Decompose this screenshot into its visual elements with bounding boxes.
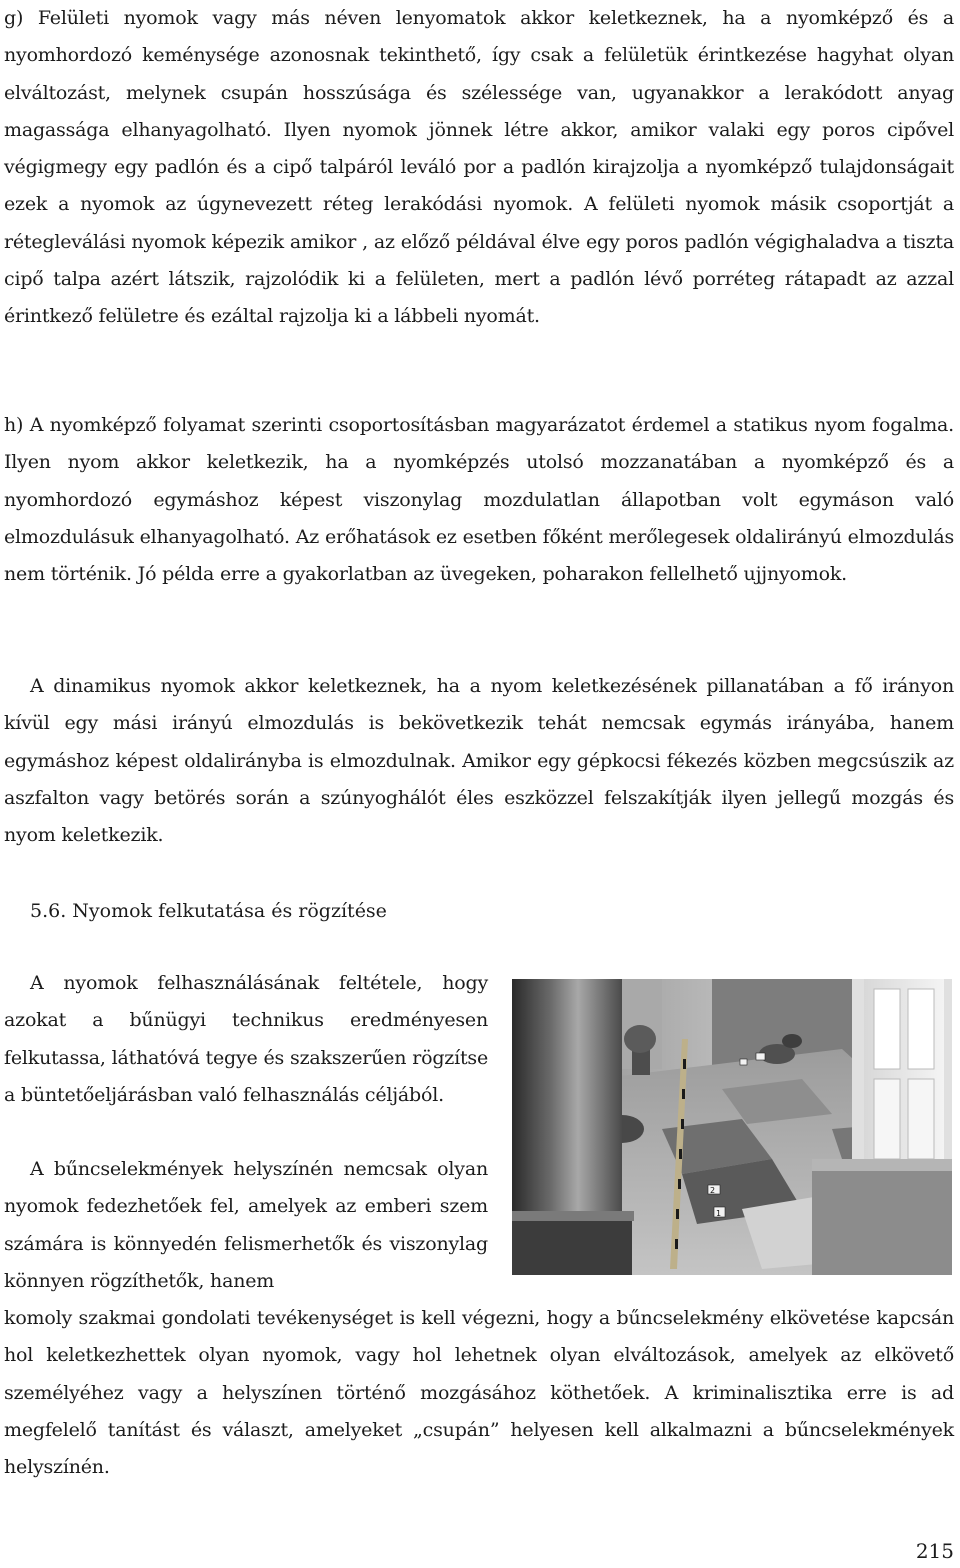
evidence-marker-1: 1: [716, 1209, 722, 1218]
paragraph-crime-scene-start: A bűncselekmények helyszínén nemcsak olyan nyomok fedezhetőek fel, amelyek az emberi szem számára is könnyedén felismerhetők és viszonylag könnyen rögzíthetők, hanem: [4, 1158, 488, 1292]
paragraph-dynamic-traces: A dinamikus nyomok akkor keletkeznek, ha a nyom keletkezésének pillanatában a fő irányon kívül egy mási irányú elmozdulás is bekövetkezik tehát nemcsak egymás irányába, hanem egymáshoz képest oldalirányba is elmozdulnak. Amikor egy gépkocsi fékezés közben megcsúszik az aszfalton vagy betörés során a szúnyoghálót éles eszközzel felszakítják ilyen jellegű mozgás és nyom keletkezik.: [4, 675, 954, 847]
paragraph-surface-traces: g) Felületi nyomok vagy más néven lenyomatok akkor keletkeznek, ha a nyomképző és a nyomhordozó keménysége azonosnak tekinthető, így csak a felületük érintkezése hagyhat olyan elváltozást, melynek csupán hosszúsága és szélessége van, ugyanakkor a lerakódott anyag magassága elhanyagolható. Ilyen nyomok jönnek létre akkor, amikor valaki egy poros cipővel végigmegy egy padlón és a cipő talpáról leváló por a padlón kirajzolja a nyomképző tulajdonságait ezek a nyomok az úgynevezett réteg lerakódási nyomok. A felületi nyomok másik csoportját a rétegleválási nyomok képezik amikor , az előző példával élve egy poros padlón végighaladva a tiszta cipő talpa azért látszik, rajzolódik ki a felületen, mert a padlón lévő porréteg rátapadt az azzal érintkező felületre és ezáltal rajzolja ki a lábbeli nyomát.: [4, 7, 954, 328]
crime-scene-photo-illustration: [512, 979, 952, 1275]
section-heading: 5.6. Nyomok felkutatása és rögzítése: [30, 900, 387, 922]
paragraph-crime-scene-continued: komoly szakmai gondolati tevékenységet is kell végezni, hogy a bűncselekmény elkövetése kapcsán hol keletkezhettek olyan nyomok, vagy hol lehetnek olyan elváltozások, amelyek az elkövető személyéhez vagy a helyszínen történő mozgásához köthetőek. A kriminalisztika erre is ad megfelelő tanítást és választ, amelyeket „csupán” helyesen kell alkalmazni a bűncselekmények helyszínén.: [4, 1307, 954, 1479]
paragraph-static-traces: h) A nyomképző folyamat szerinti csoportosításban magyarázatot érdemel a statikus nyom fogalma. Ilyen nyom akkor keletkezik, ha a nyomképzés utolsó mozzanatában a nyomképző és a nyomhordozó egymáshoz képest viszonylag mozdulatlan állapotban volt egymáson való elmozdulásuk elhanyagolható. Az erőhatások ez esetben főként merőlegesek oldalirányú elmozdulás nem történik. Jó példa erre a gyakorlatban az üvegeken, poharakon fellelhető ujjnyomok.: [4, 414, 954, 586]
paragraph-trace-use-condition: A nyomok felhasználásának feltétele, hogy azokat a bűnügyi technikus eredményesen felkutassa, láthatóvá tegye és szakszerűen rögzítse a büntetőeljárásban való felhasználás céljából.: [4, 972, 488, 1106]
evidence-marker-2: 2: [710, 1186, 716, 1195]
page-number: 215: [915, 1539, 954, 1563]
crime-scene-photo: [512, 979, 952, 1275]
